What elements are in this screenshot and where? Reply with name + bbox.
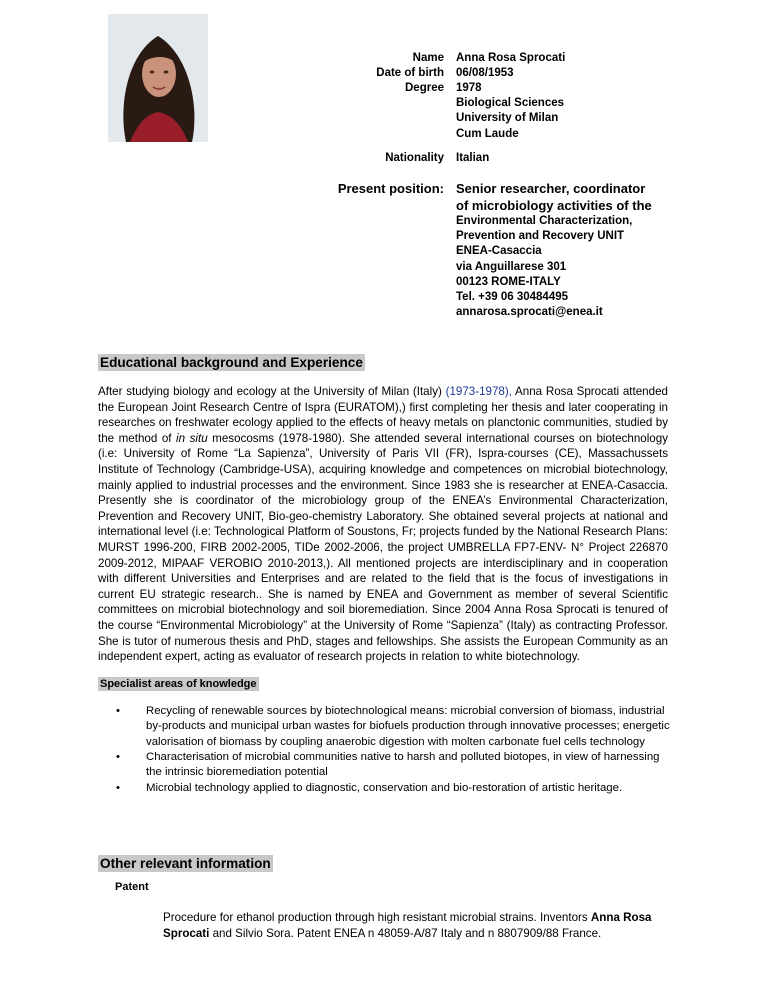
position-label: Present position: — [337, 181, 444, 196]
degree-line: University of Milan — [456, 112, 559, 125]
education-years: (1973-1978), — [445, 385, 512, 398]
list-item-text: Microbial technology applied to diagnostic, conservation and bio-restoration of artistic heritage. — [146, 782, 623, 795]
position-line: of microbiology activities of the — [456, 198, 652, 213]
education-text: After studying biology and ecology at the University of Milan (Italy) — [98, 385, 446, 398]
name-value: Anna Rosa Sprocati — [456, 52, 566, 64]
position-line: via Anguillarese 301 — [456, 260, 567, 273]
degree-line: Cum Laude — [456, 127, 519, 140]
education-italic: in situ — [176, 431, 208, 445]
patent-inventor: Anna Rosa Sprocati — [163, 911, 652, 940]
bullet-icon: • — [116, 782, 120, 795]
position-line: Environmental Characterization, — [456, 215, 633, 227]
position-line: ENEA-Casaccia — [456, 245, 542, 258]
list-item-text: Characterisation of microbial communities native to harsh and polluted biotopes, in view of harnessing the intrinsic bioremediation potential — [146, 750, 660, 779]
position-line: 00123 ROME-ITALY — [456, 275, 561, 288]
patent-text: and Silvio Sora. Patent ENEA n 48059-A/87 Italy and n 8807909/88 France. — [209, 927, 602, 940]
degree-line: 1978 — [456, 82, 482, 94]
position-value — [456, 180, 716, 320]
education-text: Anna Rosa Sprocati attended the European Joint Research Centre of Ispra (EURATOM),) first completing her thesis and later cooperating in researches on freshwater ecology applied to the effects of heavy metals on planctonic communities, studied by the method of — [98, 385, 668, 445]
patent-heading: Patent — [115, 881, 149, 893]
other-heading: Other relevant information — [100, 856, 271, 871]
bullet-icon: • — [116, 750, 120, 763]
patent-text: Procedure for ethanol production through high resistant microbial strains. Inventors — [163, 911, 591, 924]
portrait-icon — [108, 14, 208, 142]
dob-label: Date of birth — [376, 67, 444, 79]
portrait-photo — [108, 14, 208, 142]
position-line: Prevention and Recovery UNIT — [456, 230, 625, 243]
list-item — [98, 704, 673, 750]
bullet-icon: • — [116, 705, 120, 717]
list-item — [98, 750, 673, 781]
education-text: mesocosms (1978-1980). She attended several international courses on biotechnology (i.e: University of Rome “La Sapienza”, University of Paris VII (FR), Ispra-courses (CE), Massachussets Institute of Technology (Cambridge-USA), acquiring knowledge and competences on microbial biotechnology, mainly applied to industrial processes and the environment. Since 1983 she is researcher at ENEA-Casaccia. Presently she is coordinator of the microbiology group of the ENEA’s Environmental Characterization, Prevention and Recovery UNIT, Bio-geo-chemistry Laboratory. She obtained several projects at national and international level (i.e: Technological Platform of Soustons, Fr; projects funded by the National Research Plans: MURST 1996-200, FIRB 2002-2005, TIDe 2002-2006, the project UMBRELLA FP7-ENV- N° Project 226870 2009-2012, MIPAAF VEROBIO 2010-2013,). All mentioned projects are interdisciplinary and in cooperation with different Universities and Enterprises and are related to the field that is the focus of investigations in current EU strategic research.. She is named by ENEA and Government as member of several Scientific committees on microbial biotechnology and soil bioremediation. Since 2004 Anna Rosa Sprocati is tenured of the course “Environmental Microbiology” at the University of Rome “Sapienza” (Italy) as contracting Professor. She is tutor of numerous thesis and PhD, stages and fellowships. She assists the European Community as an independent expert, acting as evaluator of research projects in relation to white biotechnology. — [98, 431, 668, 664]
degree-label: Degree — [405, 82, 444, 94]
email-line: annarosa.sprocati@enea.it — [456, 306, 603, 319]
list-item — [98, 781, 673, 796]
position-line: Tel. +39 06 30484495 — [456, 291, 569, 304]
degree-value — [456, 81, 716, 142]
position-line: Senior researcher, coordinator — [456, 181, 646, 196]
dob-value: 06/08/1953 — [456, 67, 514, 79]
nationality-label: Nationality — [385, 152, 444, 164]
specialist-list — [98, 704, 673, 797]
nationality-value: Italian — [456, 152, 490, 164]
specialist-heading: Specialist areas of knowledge — [100, 678, 257, 690]
list-item-text: Recycling of renewable sources by biotechnological means: microbial conversion of biomass, industrial by-products and municipal urban wastes for biofuels production through innovative processes; energetic valorisation of biomass by coupling anaerobic digestion with molten carbonate fuel cells technology — [146, 705, 670, 748]
patent-paragraph — [163, 910, 663, 942]
degree-line: Biological Sciences — [456, 97, 565, 110]
education-heading: Educational background and Experience — [100, 355, 363, 370]
education-paragraph — [98, 384, 668, 665]
name-label: Name — [412, 52, 444, 64]
